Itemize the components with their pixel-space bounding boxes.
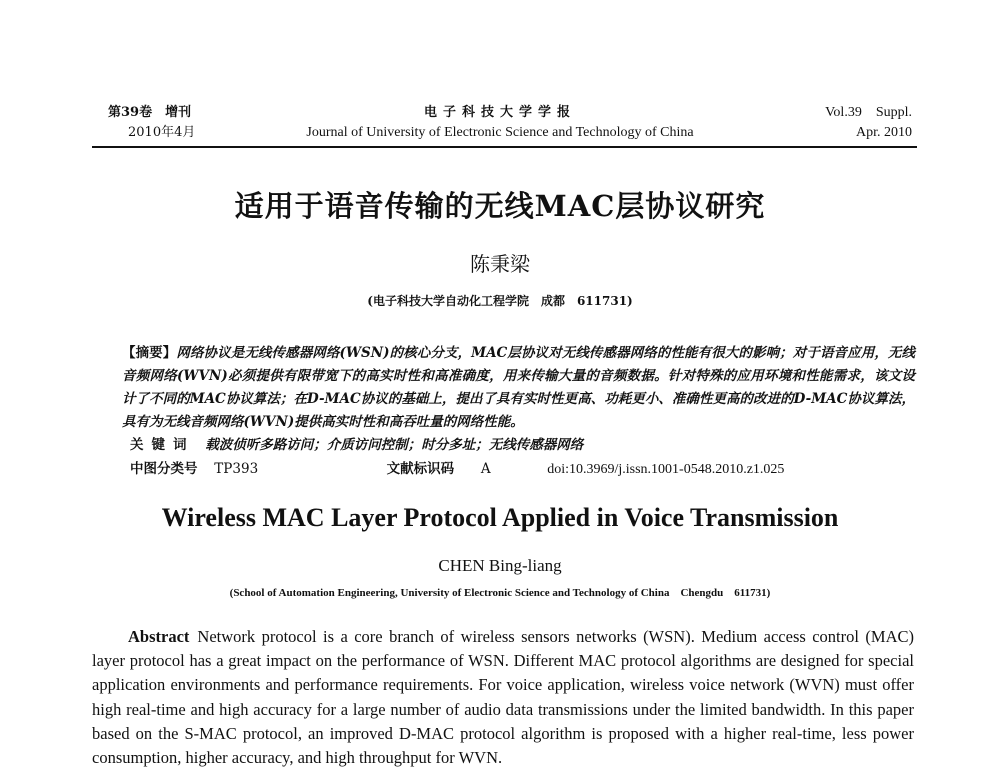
- abstract-en-text: Network protocol is a core branch of wireless sensors networks (WSN). Medium access control (MAC) layer protocol has a great impact on the performance of WSN. Different MAC protocol algorithms are designed for special application environments and performance requirements. For voice application, wireless voice network (WVN) must offer high real-time and high accuracy for a large number of audio data transmissions under the limited bandwidth. In this paper based on the S-MAC protocol, an improved D-MAC protocol algorithm is proposed with a higher real-time, less power consumption, higher accuracy, and high throughput for WVN.: [92, 627, 914, 768]
- date-cn: 2010年4月: [128, 125, 196, 140]
- keywords-cn-text: 载波侦听多路访问；介质访问控制；时分多址；无线传感器网络: [205, 437, 584, 453]
- classification-line: [130, 457, 890, 482]
- author-en: CHEN Bing-liang: [438, 556, 562, 575]
- header-center: [240, 103, 760, 143]
- volume-en: Vol.39 Suppl.: [825, 105, 912, 120]
- affiliation-cn: (电子科技大学自动化工程学院 成都 611731): [367, 294, 633, 308]
- doc-code-value: A: [480, 461, 491, 477]
- date-en: Apr. 2010: [856, 125, 912, 140]
- clc-label: 中图分类号: [130, 461, 198, 477]
- abstract-en-label: Abstract: [128, 627, 190, 646]
- paper-title-en: Wireless MAC Layer Protocol Applied in Voice Transmission: [161, 503, 839, 532]
- keywords-cn: [130, 433, 583, 457]
- abstract-en: [92, 625, 914, 770]
- volume-cn: 第39卷 增刊: [108, 105, 192, 120]
- journal-name-cn: 电子科技大学学报: [423, 105, 576, 120]
- keywords-cn-label: 关键词: [130, 437, 195, 453]
- header-rule: [92, 146, 917, 148]
- author-cn: 陈秉梁: [470, 252, 530, 276]
- clc-value: TP393: [214, 461, 259, 477]
- abstract-cn-label: 【摘要】: [122, 345, 177, 361]
- doi: doi:10.3969/j.issn.1001-0548.2010.z1.025: [547, 462, 785, 477]
- paper-title-cn: 适用于语音传输的无线MAC层协议研究: [234, 189, 766, 223]
- abstract-cn-text: 网络协议是无线传感器网络(WSN)的核心分支，MAC层协议对无线传感器网络的性能有很大的影响；对于语音应用，无线音频网络(WVN)必须提供有限带宽下的高实时性和高准确度，用来传输大量的音频数据。针对特殊的应用环境和性能需求，该文设计了不同的MAC协议算法；在D-MAC协议的基础上，提出了具有实时性更高、功耗更小、准确性更高的改进的D-MAC协议算法，具有为无线音频网络(WVN)提供高实时性和高吞吐量的网络性能。: [122, 345, 916, 430]
- affiliation-en: (School of Automation Engineering, University of Electronic Science and Technology of China Chengdu 611731): [229, 587, 771, 599]
- header-left: [108, 103, 195, 143]
- abstract-cn: [122, 342, 915, 434]
- doc-code-label: 文献标识码: [386, 461, 455, 477]
- journal-name-en: Journal of University of Electronic Science and Technology of China: [306, 125, 694, 140]
- header-right: [825, 103, 912, 143]
